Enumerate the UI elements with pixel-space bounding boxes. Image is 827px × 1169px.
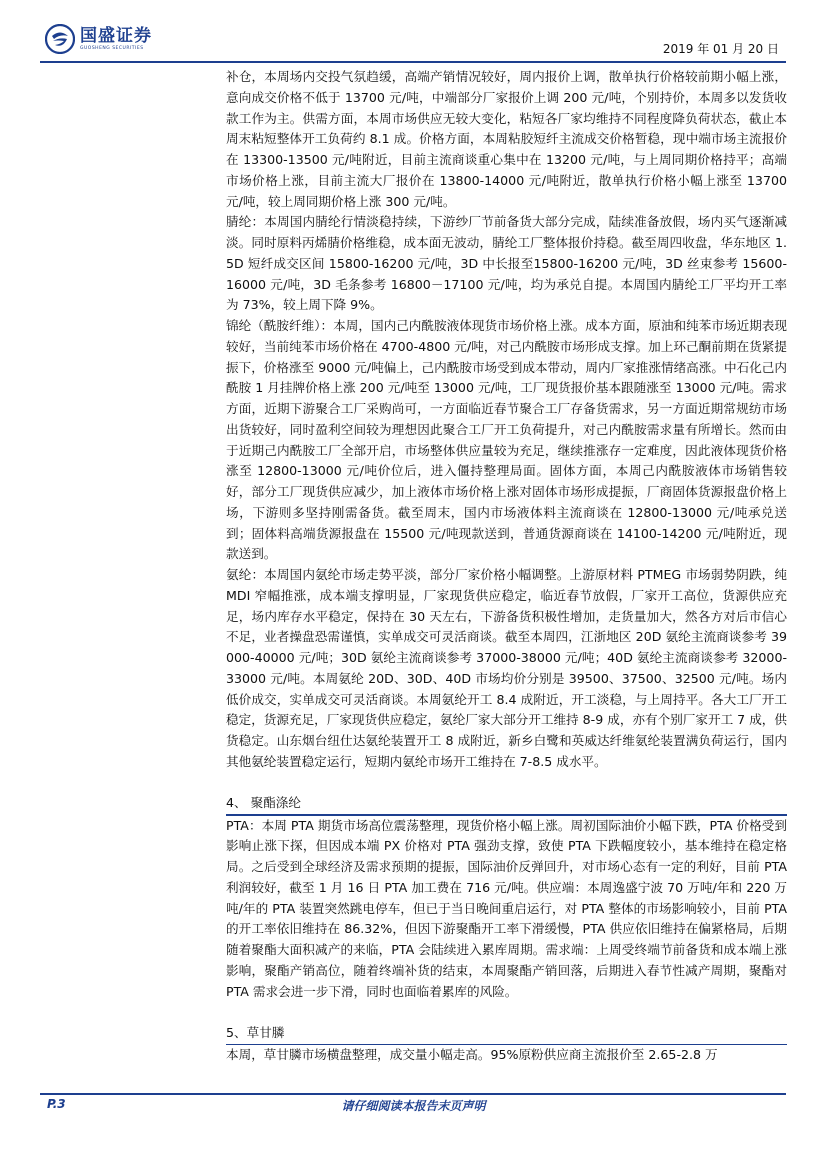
company-logo	[45, 24, 152, 54]
report-date: 2019 年 01 月 20 日	[662, 42, 779, 56]
footer-divider	[40, 1093, 786, 1095]
section-title-polyester: 4、 聚酯涤纶	[226, 795, 301, 811]
paragraph-pta: PTA：本周 PTA 期货市场高位震荡整理，现货价格小幅上涨。周初国际油价小幅下跌，PTA 价格受到影响止涨下探，但因成本端 PX 价格对 PTA 强劲支撑，致使 PTA 下跌幅度较小，基本维持在稳定格局。之后受到全球经济及需求预期的提振，国际油价反弹回升，对市场心态有一定的利好，目前 PTA 利润较好，截至 1 月 16 日 PTA 加工费在 716 元/吨。供应端：本周逸盛宁波 70 万吨/年和 220 万吨/年的 PTA 装置突然跳电停车，但已于当日晚间重启运行，对 PTA 整体的市场影响较小，目前 PTA 的开工率依旧维持在 86.32%，但因下游聚酯开工率下滑缓慢，PTA 供应依旧维持在偏紧格局，后期随着聚酯大面积减产的来临，PTA 会陆续进入累库周期。需求端：上周受终端节前备货和成本端上涨影响，聚酯产销高位，随着终端补货的结束，本周聚酯产销回落，后期进入春节性减产周期，聚酯对 PTA 需求会进一步下滑，同时也面临着累库的风险。	[226, 817, 787, 999]
page-number: P.3	[47, 1097, 66, 1111]
page-header	[40, 18, 787, 60]
logo-text-en: GUOSHENG SECURITIES	[80, 45, 144, 51]
spacer	[226, 773, 787, 794]
paragraph-spandex: 氨纶：本周国内氨纶市场走势平淡，部分厂家价格小幅调整。上游原材料 PTMEG 市场弱势阴跌，纯 MDI 窄幅推涨，成本端支撑明显，厂家现货供应稳定，临近春节放假，厂家开工高位，货源供应充足，场内库存水平稳定，保持在 30 天左右，下游备货积极性增加，走货量加大，然各方对后市信心不足，业者操盘恐需谨慎，实单成交可灵活商谈。截至本周四，江浙地区 20D 氨纶主流商谈参考 39000-40000 元/吨；30D 氨纶主流商谈参考 37000-38000 元/吨；40D 氨纶主流商谈参考 32000-33000 元/吨。本周氨纶 20D、30D、40D 市场均价分别是 39500、37500、32500 元/吨。场内低价成交，实单成交可灵活商谈。本周氨纶开工 8.4 成附近，开工淡稳，与上周持平。各大工厂开工稳定，货源充足，厂家现货供应稳定，氨纶厂家大部分开工维持 8-9 成，亦有个别厂家开工 7 成，供货稳定。山东烟台纽仕达氨纶装置开工 8 成附近，新乡白鹭和英威达纤维氨纶装置满负荷运行，国内其他氨纶装置稳定运行，短期内氨纶市场开工维持在 7-8.5 成水平。	[226, 567, 787, 769]
spacer	[226, 1002, 787, 1023]
footer-disclaimer: 请仔细阅读本报告末页声明	[341, 1099, 486, 1113]
section-title-glyphosate: 5、草甘膦	[226, 1025, 285, 1040]
paragraph-acrylic: 腈纶：本周国内腈纶行情淡稳持续，下游纱厂节前备货大部分完成，陆续准备放假，场内买气逐渐减淡。同时原料丙烯腈价格维稳，成本面无波动，腈纶工厂整体报价持稳。截至周四收盘，华东地区 1.5D 短纤成交区间 15800-16200 元/吨，3D 中长报至15800-16200 元/吨，3D 丝束参考 15600-16000 元/吨，3D 毛条参考 16800－17100 元/吨，均为承兑自提。本周国内腈纶工厂平均开工率为 73%，较上周下降 9%。	[226, 214, 787, 313]
logo-text-cn: 国盛证券	[80, 25, 152, 46]
paragraph-glyphosate: 本周，草甘膦市场横盘整理，成交量小幅走高。95%原粉供应商主流报价至 2.65-2.8 万	[226, 1047, 718, 1063]
header-divider	[40, 61, 786, 63]
paragraph-viscose: 补仓，本周场内交投气氛趋缓，高端产销情况较好，周内报价上调，散单执行价格较前期小幅上涨，意向成交价格不低于 13700 元/吨，中端部分厂家报价上调 200 元/吨，个别持价，本周多以发货收款工作为主。供需方面，本周市场供应无较大变化，粘短各厂家均维持不同程度降负荷状态，截止本周末粘短整体开工负荷约 8.1 成。价格方面，本周粘胶短纤主流成交价格暂稳，现中端市场主流报价在 13300-13500 元/吨附近，目前主流商谈重心集中在 13200 元/吨，与上周同期价格持平；高端市场价格上涨，目前主流大厂报价在 13800-14000 元/吨附近，散单执行价格小幅上涨至 13700 元/吨，较上周同期价格上涨 300 元/吨。	[226, 69, 787, 209]
guosheng-logo-icon	[45, 24, 75, 54]
paragraph-nylon: 锦纶（酰胺纤维）：本周，国内己内酰胺液体现货市场价格上涨。成本方面，原油和纯苯市场近期表现较好，当前纯苯市场价格在 4700-4800 元/吨，对己内酰胺市场形成支撑。加上环己酮前期在货紧提振下，价格涨至 9000 元/吨偏上，己内酰胺市场受到成本带动，周内厂家推涨情绪高涨。中石化己内酰胺 1 月挂牌价格上涨 200 元/吨至 13000 元/吨，工厂现货报价基本跟随涨至 13000 元/吨。需求方面，近期下游聚合工厂采购尚可，一方面临近春节聚合工厂存备货需求，另一方面近期常规纺市场出货较好，同时盈利空间较为理想因此聚合工厂开工负荷提升，对己内酰胺需求量有所增长。然而由于近期己内酰胺工厂全部开启，市场整体供应量较为充足，继续推涨存一定难度，因此液体现货价格涨至 12800-13000 元/吨价位后，进入僵持整理局面。固体方面，本周己内酰胺液体市场销售较好，部分工厂现货供应减少，加上液体市场价格上涨对固体市场形成提振，厂商固体货源报盘价格上场，下游则多坚持刚需备货。截至周末，国内市场液体料主流商谈在 12800-13000 元/吨承兑送到；固体料高端货源报盘在 15500 元/吨现款送到，普通货源商谈在 14100-14200 元/吨附近，现款送到。	[226, 318, 787, 562]
report-body	[226, 67, 787, 1066]
